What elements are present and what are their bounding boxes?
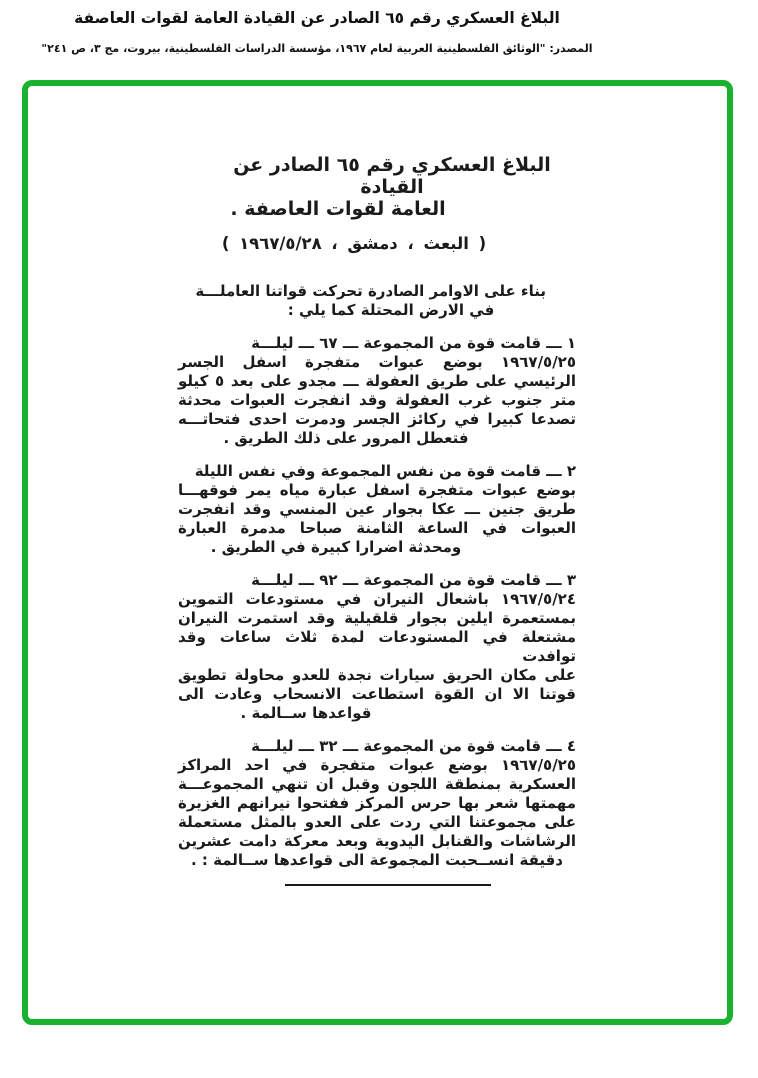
header-title: البلاغ العسكري رقم ٦٥ الصادر عن القيادة العامة لقوات العاصفة — [74, 9, 560, 27]
document-line: ٣ ـــ قامت قوة من المجموعة ـــ ٩٢ ـــ ليلـــة — [251, 571, 576, 589]
document-line: قوتنا الا ان القوة استطاعت الانسحاب وعادت الى — [178, 685, 576, 703]
document-line: مهمتها شعر بها حرس المركز ففتحوا نيرانهم الغزيرة — [178, 794, 576, 812]
document-line: فتعطل المرور على ذلك الطريق . — [223, 429, 469, 447]
document-title — [178, 154, 576, 220]
document-title-line-1: البلاغ العسكري رقم ٦٥ الصادر عن القيادة — [233, 154, 551, 198]
document-line: مشتعلة في المستودعات لمدة ثلاث ساعات وقد توافدت — [178, 628, 576, 665]
document-line: في الارض المحتلة كما يلي : — [287, 301, 495, 319]
document-line: الرشاشات والقنابل اليدوية وبعد معركة دامت عشرين — [178, 832, 576, 850]
paragraph-3 — [178, 571, 576, 723]
document-dateline: ( البعث ، دمشق ، ١٩٦٧/٥/٢٨ ) — [221, 234, 487, 253]
document-line: العبوات في الساعة الثامنة صباحا مدمرة العبارة — [178, 519, 576, 537]
document-line: على مكان الحريق سيارات نجدة للعدو محاولة تطويق — [178, 666, 576, 684]
document-line: ٤ ـــ قامت قوة من المجموعة ـــ ٣٢ ـــ ليلـــة — [251, 737, 576, 755]
document-line: متر جنوب غرب العفولة وقد انفجرت العبوات محدثة — [178, 391, 576, 409]
document-line: طريق جنين ـــ عكا بجوار عين المنسي وقد انفجرت — [178, 500, 576, 518]
separator-line — [285, 884, 491, 886]
document-line: بوضع عبوات متفجرة اسفل عبارة مياه يمر فوقهـــا — [178, 481, 576, 499]
document-title-line-2: العامة لقوات العاصفة . — [230, 198, 446, 220]
document-line: بمستعمرة ايلين بجوار قلقيلية وقد استمرت النيران — [178, 609, 576, 627]
document-line: ١ ـــ قامت قوة من المجموعة ـــ ٦٧ ـــ ليلـــة — [251, 334, 576, 352]
intro-paragraph — [178, 282, 576, 320]
document-line: الرئيسي على طريق العفولة ـــ مجدو على بعد ٥ كيلو — [178, 372, 576, 390]
document-line: بناء على الاوامر الصادرة تحركت قواتنا العاملـــة — [195, 282, 546, 300]
paragraph-4 — [178, 737, 576, 870]
document-line: قواعدها ســالمة . — [240, 704, 372, 722]
document-line: ٢ ـــ قامت قوة من نفس المجموعة وفي نفس الليلة — [194, 462, 576, 480]
document-line: ١٩٦٧/٥/٢٤ باشعال النيران في مستودعات التموين — [178, 590, 576, 608]
document-body — [178, 282, 576, 870]
document-line: ومحدثة اضرارا كبيرة في الطريق . — [210, 538, 462, 556]
header-source: المصدر: "الوثائق الفلسطينية العربية لعام ١٩٦٧، مؤسسة الدراسات الفلسطينية، بيروت، مج ٣، ص ٢٤١" — [41, 42, 593, 55]
page-header — [0, 7, 634, 56]
document-line: ١٩٦٧/٥/٢٥ بوضع عبوات متفجرة اسفل الجسر — [178, 353, 576, 371]
document-line: على مجموعتنا التي ردت على العدو بالمثل مستعملة — [178, 813, 576, 831]
document-line: ١٩٦٧/٥/٢٥ بوضع عبوات متفجرة في احد المراكز — [178, 756, 576, 774]
paragraph-2 — [178, 462, 576, 557]
paragraph-1 — [178, 334, 576, 448]
document-line: دقيقة انســحبت المجموعة الى قواعدها ســالمة : . — [190, 851, 564, 869]
scanned-document — [178, 154, 576, 870]
document-line: العسكرية بمنطقة اللجون وقبل ان تنهي المجموعـــة — [178, 775, 576, 793]
document-line: تصدعا كبيرا في ركائز الجسر ودمرت احدى فتحاتـــه — [178, 410, 576, 428]
